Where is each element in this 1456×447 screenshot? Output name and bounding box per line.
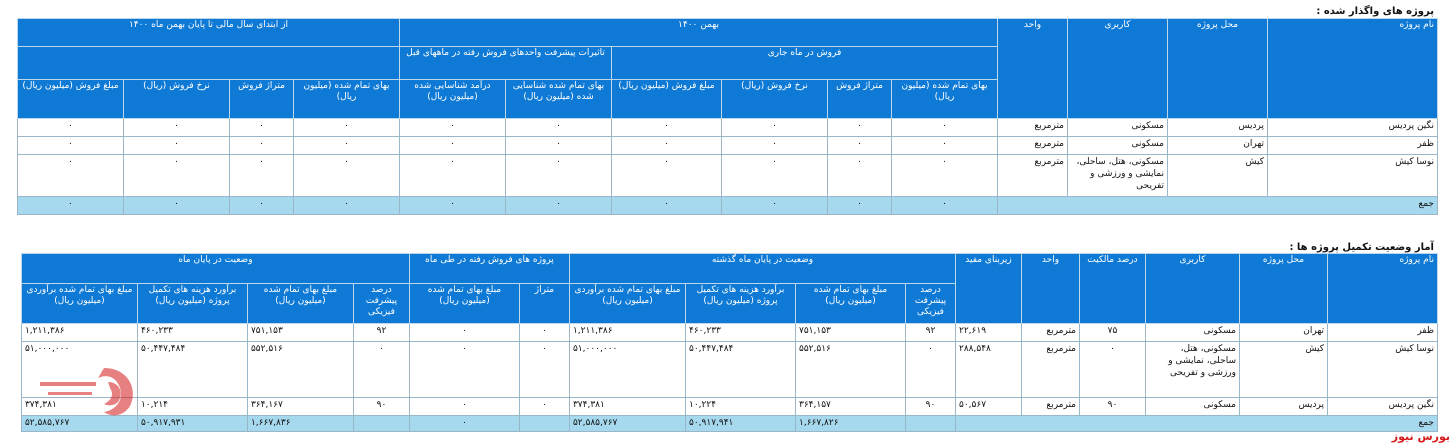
total-value-cell: ۰ xyxy=(17,197,123,215)
value-cell: ۰ xyxy=(612,119,722,137)
table-row xyxy=(21,398,1437,416)
value-cell: ۵۱,۰۰۰,۰۰۰ xyxy=(21,342,137,398)
brand-label: بورس نیوز xyxy=(1391,430,1450,443)
project-name-cell: ظفر xyxy=(1268,137,1438,155)
total-value-cell: ۰ xyxy=(828,197,892,215)
project-name-cell: نگین پردیس xyxy=(1328,398,1438,416)
col2-header-6: درصد پیشرفت فیزیکی xyxy=(353,284,409,324)
total-value-cell: ۰ xyxy=(506,197,612,215)
total-label: جمع xyxy=(998,197,1438,215)
total-value-cell: ۰ xyxy=(892,197,998,215)
value-cell: ۰ xyxy=(506,137,612,155)
total-value-cell: ۵۰,۹۱۷,۹۳۱ xyxy=(137,416,247,432)
value-cell: ۰ xyxy=(293,119,399,137)
value-cell: ۱,۲۱۱,۳۸۶ xyxy=(21,324,137,342)
value-cell: ۳۷۴,۳۸۱ xyxy=(569,398,685,416)
unit-cell: مترمربع xyxy=(1022,324,1080,342)
col1-header-9: مبلغ فروش (میلیون ریال) xyxy=(17,80,123,119)
section2-title: آمار وضعیت تکمیل پروژه ها : xyxy=(1289,242,1434,253)
value-cell: ۵۰,۴۴۷,۴۸۴ xyxy=(137,342,247,398)
project-name-cell: نوسا کیش xyxy=(1328,342,1438,398)
total-label: جمع xyxy=(956,416,1438,432)
location-cell: پردیس xyxy=(1240,398,1328,416)
col1-header-0: بهای تمام شده (میلیون ریال) xyxy=(892,80,998,119)
value-cell: ۰ xyxy=(293,155,399,197)
value-cell: ۰ xyxy=(399,155,505,197)
value-cell: ۰ xyxy=(353,342,409,398)
total-value-cell: ۰ xyxy=(229,197,293,215)
value-cell: ۱,۲۱۱,۳۸۶ xyxy=(569,324,685,342)
value-cell: ۰ xyxy=(123,119,229,137)
value-cell: ۳۷۴,۳۸۱ xyxy=(21,398,137,416)
current-sales-header: فروش در ماه جاری xyxy=(612,47,998,80)
value-cell: ۳۶۴,۱۶۷ xyxy=(247,398,353,416)
col-location: محل پروژه xyxy=(1168,19,1268,119)
unit-cell: مترمربع xyxy=(998,119,1068,137)
value-cell: ۷۵۱,۱۵۳ xyxy=(796,324,906,342)
usage-cell: مسکونی xyxy=(1068,137,1168,155)
col1-header-4: بهای تمام شده شناسایی شده (میلیون ریال) xyxy=(506,80,612,119)
col-unit: واحد xyxy=(998,19,1068,119)
value-cell: ۱۰,۲۱۴ xyxy=(137,398,247,416)
total-value-cell: ۵۲,۵۸۵,۷۶۷ xyxy=(569,416,685,432)
unit-cell: مترمربع xyxy=(998,137,1068,155)
value-cell: ۹۰ xyxy=(906,398,956,416)
project-completion-table xyxy=(21,253,1438,432)
usage-cell: مسکونی xyxy=(1068,119,1168,137)
col2-header-8: برآورد هزینه های تکمیل پروژه (میلیون ریال) xyxy=(137,284,247,324)
value-cell: ۰ xyxy=(892,119,998,137)
value-cell: ۰ xyxy=(123,137,229,155)
value-cell: ۴۶۰,۲۳۳ xyxy=(137,324,247,342)
usage-cell: مسکونی xyxy=(1146,324,1240,342)
table-row xyxy=(17,137,1437,155)
unit-cell: مترمربع xyxy=(1022,342,1080,398)
total-value-cell xyxy=(906,416,956,432)
col-usage: کاربری xyxy=(1068,19,1168,119)
value-cell: ۰ xyxy=(123,155,229,197)
area-cell: ۲۲,۶۱۹ xyxy=(956,324,1022,342)
location-cell: کیش xyxy=(1240,342,1328,398)
col2-header-4: متراژ xyxy=(519,284,569,324)
col2-header-1: مبلغ بهای تمام شده (میلیون ریال) xyxy=(796,284,906,324)
value-cell: ۰ xyxy=(612,155,722,197)
col2-header-9: مبلغ بهای تمام شده برآوردی (میلیون ریال) xyxy=(21,284,137,324)
area-cell: ۵۰,۵۶۷ xyxy=(956,398,1022,416)
ownership-cell: ۰ xyxy=(1080,342,1146,398)
col2-header-5: مبلغ بهای تمام شده (میلیون ریال) xyxy=(409,284,519,324)
total-value-cell: ۰ xyxy=(293,197,399,215)
total-value-cell: ۵۲,۵۸۵,۷۶۷ xyxy=(21,416,137,432)
total-value-cell xyxy=(353,416,409,432)
value-cell: ۳۶۴,۱۵۷ xyxy=(796,398,906,416)
col1-header-8: نرخ فروش (ریال) xyxy=(123,80,229,119)
project-name-cell: نوسا کیش xyxy=(1268,155,1438,197)
total-value-cell: ۰ xyxy=(399,197,505,215)
sold-group-header: پروژه های فروش رفته در طی ماه xyxy=(409,254,569,284)
location-cell: کیش xyxy=(1168,155,1268,197)
month-group-header: بهمن ۱۴۰۰ xyxy=(399,19,997,47)
value-cell: ۰ xyxy=(229,155,293,197)
end-month-group-header: وضعیت در پایان ماه xyxy=(21,254,409,284)
value-cell: ۹۲ xyxy=(906,324,956,342)
value-cell: ۵۰,۴۴۷,۴۸۴ xyxy=(686,342,796,398)
value-cell: ۰ xyxy=(612,137,722,155)
total-value-cell: ۰ xyxy=(123,197,229,215)
value-cell: ۰ xyxy=(892,137,998,155)
value-cell: ۰ xyxy=(399,137,505,155)
value-cell: ۰ xyxy=(722,119,828,137)
value-cell: ۰ xyxy=(229,137,293,155)
total-value-cell: ۱,۶۶۷,۸۲۶ xyxy=(796,416,906,432)
location-cell: تهران xyxy=(1168,137,1268,155)
col1-header-3: مبلغ فروش (میلیون ریال) xyxy=(612,80,722,119)
value-cell: ۰ xyxy=(17,155,123,197)
col2-usage: کاربری xyxy=(1146,254,1240,324)
area-cell: ۲۸۸,۵۴۸ xyxy=(956,342,1022,398)
col2-header-3: مبلغ بهای تمام شده برآوردی (میلیون ریال) xyxy=(569,284,685,324)
value-cell: ۰ xyxy=(722,137,828,155)
col2-ownership: درصد مالکیت xyxy=(1080,254,1146,324)
unit-cell: مترمربع xyxy=(1022,398,1080,416)
value-cell: ۰ xyxy=(506,119,612,137)
value-cell: ۰ xyxy=(506,155,612,197)
value-cell: ۰ xyxy=(293,137,399,155)
total-value-cell: ۰ xyxy=(722,197,828,215)
col1-header-5: درآمد شناسایی شده (میلیون ریال) xyxy=(399,80,505,119)
location-cell: پردیس xyxy=(1168,119,1268,137)
usage-cell: مسکونی، هتل، ساحلی، نمایشی و ورزشی و تفریحی xyxy=(1146,342,1240,398)
value-cell: ۱۰,۲۲۴ xyxy=(686,398,796,416)
project-name-cell: ظفر xyxy=(1328,324,1438,342)
value-cell: ۷۵۱,۱۵۳ xyxy=(247,324,353,342)
total-value-cell: ۰ xyxy=(409,416,519,432)
table-row xyxy=(21,324,1437,342)
ytd-group-header: از ابتدای سال مالی تا پایان بهمن ماه ۱۴۰۰ xyxy=(17,19,399,47)
col2-location: محل پروژه xyxy=(1240,254,1328,324)
value-cell: ۰ xyxy=(906,342,956,398)
value-cell: ۰ xyxy=(828,119,892,137)
value-cell: ۰ xyxy=(828,155,892,197)
value-cell: ۰ xyxy=(409,342,519,398)
value-cell: ۰ xyxy=(519,324,569,342)
table-row xyxy=(17,155,1437,197)
transferred-projects-table xyxy=(17,18,1438,215)
total-value-cell xyxy=(519,416,569,432)
value-cell: ۰ xyxy=(519,342,569,398)
total-row xyxy=(21,416,1437,432)
project-name-cell: نگین پردیس xyxy=(1268,119,1438,137)
total-value-cell: ۰ xyxy=(612,197,722,215)
value-cell: ۴۶۰,۲۳۳ xyxy=(686,324,796,342)
value-cell: ۰ xyxy=(229,119,293,137)
value-cell: ۰ xyxy=(409,398,519,416)
col2-project-name: نام پروژه xyxy=(1328,254,1438,324)
ownership-cell: ۹۰ xyxy=(1080,398,1146,416)
value-cell: ۰ xyxy=(17,137,123,155)
bourse-news-logo-icon xyxy=(34,360,144,420)
col2-header-0: درصد پیشرفت فیزیکی xyxy=(906,284,956,324)
value-cell: ۰ xyxy=(892,155,998,197)
table-row xyxy=(21,342,1437,398)
prev-month-group-header: وضعیت در پایان ماه گذشته xyxy=(569,254,955,284)
value-cell: ۵۵۲,۵۱۶ xyxy=(796,342,906,398)
col1-header-1: متراژ فروش xyxy=(828,80,892,119)
section1-title: پروژه های واگذار شده : xyxy=(1316,6,1434,17)
unit-cell: مترمربع xyxy=(998,155,1068,197)
col1-header-7: متراژ فروش xyxy=(229,80,293,119)
prev-effects-header: تاثیرات پیشرفت واحدهای فروش رفته در ماههای قبل xyxy=(399,47,611,80)
value-cell: ۰ xyxy=(399,119,505,137)
location-cell: تهران xyxy=(1240,324,1328,342)
usage-cell: مسکونی xyxy=(1146,398,1240,416)
total-row xyxy=(17,197,1437,215)
value-cell: ۰ xyxy=(828,137,892,155)
total-value-cell: ۱,۶۶۷,۸۳۶ xyxy=(247,416,353,432)
col-project-name: نام پروژه xyxy=(1268,19,1438,119)
col2-header-7: مبلغ بهای تمام شده (میلیون ریال) xyxy=(247,284,353,324)
col2-unit: واحد xyxy=(1022,254,1080,324)
col2-area: زیربنای مفید xyxy=(956,254,1022,324)
value-cell: ۵۱,۰۰۰,۰۰۰ xyxy=(569,342,685,398)
ownership-cell: ۷۵ xyxy=(1080,324,1146,342)
value-cell: ۰ xyxy=(409,324,519,342)
value-cell: ۹۲ xyxy=(353,324,409,342)
table-row xyxy=(17,119,1437,137)
value-cell: ۰ xyxy=(722,155,828,197)
col1-header-2: نرخ فروش (ریال) xyxy=(722,80,828,119)
value-cell: ۹۰ xyxy=(353,398,409,416)
value-cell: ۰ xyxy=(17,119,123,137)
usage-cell: مسکونی، هتل، ساحلی، نمایشی و ورزشی و تفریحی xyxy=(1068,155,1168,197)
col1-header-6: بهای تمام شده (میلیون ریال) xyxy=(293,80,399,119)
total-value-cell: ۵۰,۹۱۷,۹۴۱ xyxy=(686,416,796,432)
col2-header-2: برآورد هزینه های تکمیل پروژه (میلیون ریال) xyxy=(686,284,796,324)
value-cell: ۵۵۲,۵۱۶ xyxy=(247,342,353,398)
ytd-spacer xyxy=(17,47,399,80)
value-cell: ۰ xyxy=(519,398,569,416)
